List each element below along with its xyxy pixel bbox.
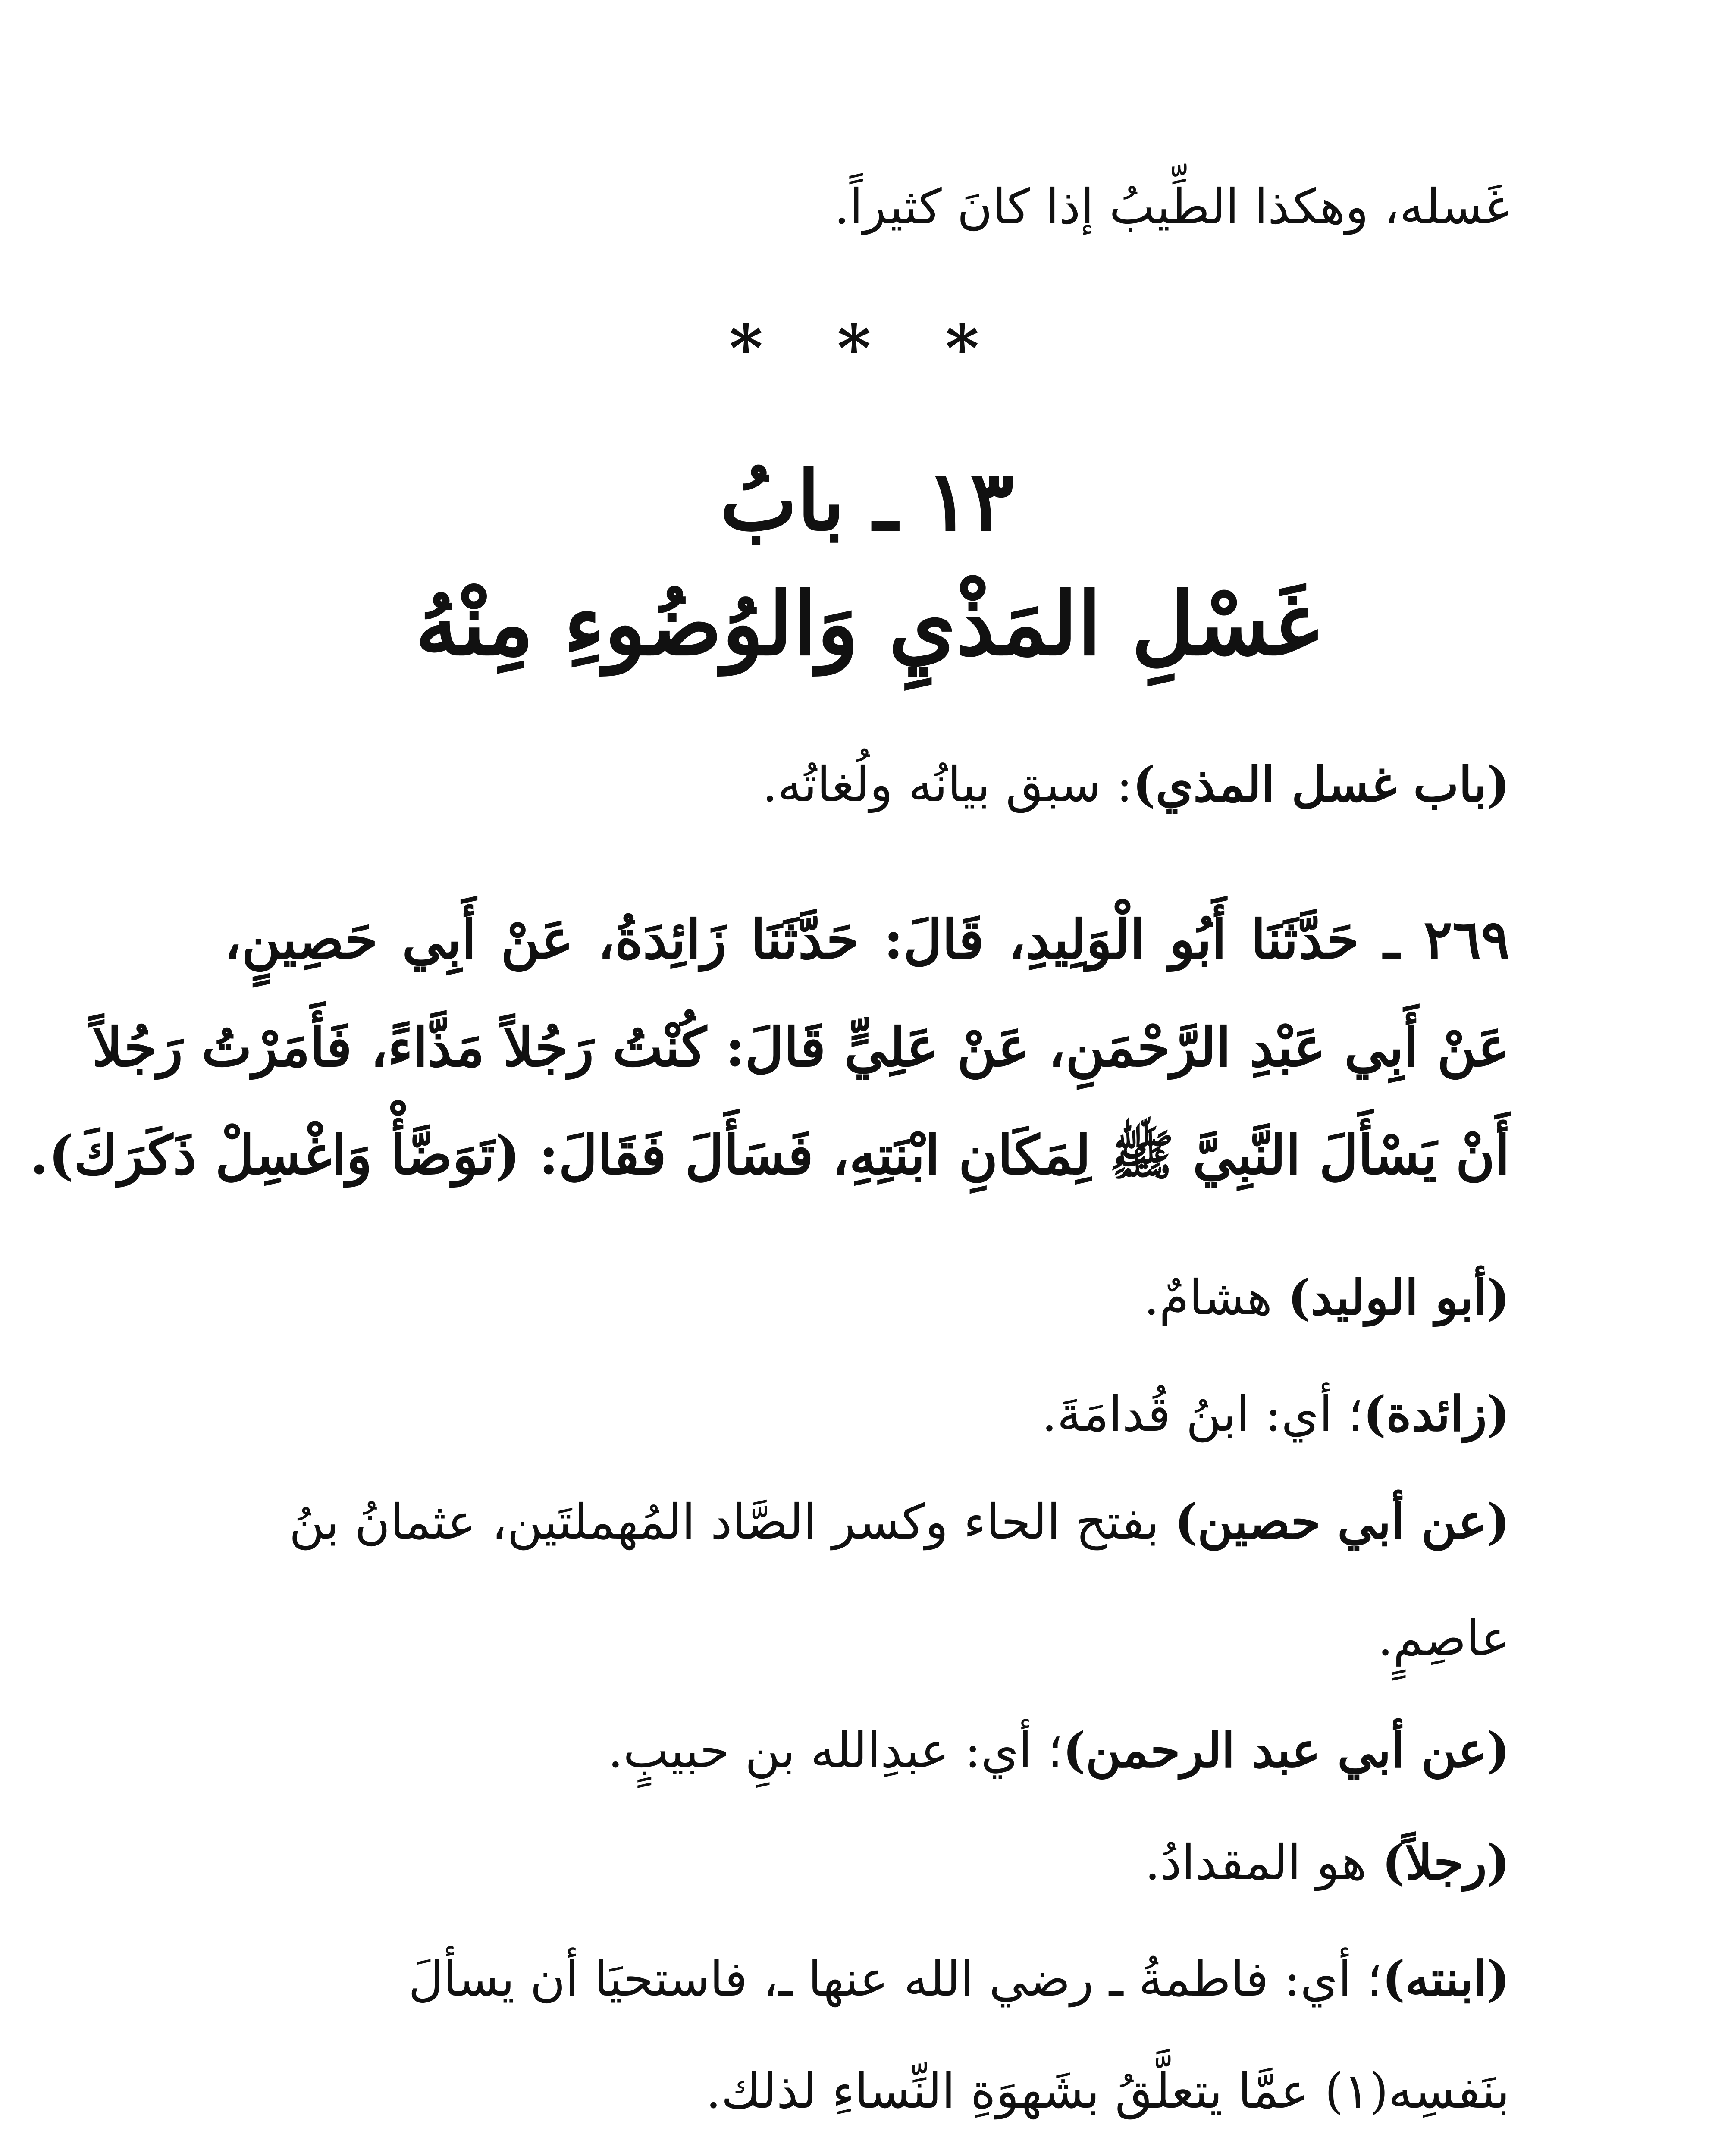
commentary-label: (رجلاً): [1382, 1834, 1510, 1891]
commentary-line: [224, 1604, 1510, 1673]
chapter-title: [224, 573, 1510, 675]
commentary-line: [224, 1263, 1510, 1332]
chapter-number-text: ١٣ ـ بابُ: [720, 453, 1014, 549]
chapter-number: [224, 453, 1510, 549]
commentary-label: (أبو الوليد): [1288, 1269, 1510, 1326]
hadith-text-1: ٢٦٩ ـ حَدَّثَنَا أَبُو الْوَلِيدِ، قَالَ: حَدَّثَنَا زَائِدَةُ، عَنْ أَبِي حَصِينٍ،: [224, 909, 1510, 971]
continuation-line: [224, 172, 1510, 241]
commentary-line: [224, 1380, 1510, 1449]
commentary-line: [224, 1945, 1510, 2014]
commentary-text: ؛ أي: ابنُ قُدامَةَ.: [1041, 1386, 1364, 1442]
intro-label: (باب غسل المذي): [1132, 756, 1510, 813]
hadith-line-2: [92, 1005, 1510, 1091]
hadith-line-3: [30, 1112, 1510, 1199]
commentary-text: عاصِمٍ.: [1377, 1611, 1510, 1667]
continuation-text: غَسله، وهكذا الطِّيبُ إذا كانَ كثيراً.: [834, 179, 1510, 235]
separator-asterisks: * * *: [729, 310, 1005, 386]
chapter-intro: [224, 750, 1510, 819]
commentary-text: ؛ أي: فاطمةُ ـ رضي الله عنها ـ، فاستحيَا أن يسألَ: [408, 1951, 1383, 2007]
commentary-line: [224, 1488, 1510, 1557]
commentary-text: هو المقدادُ.: [1145, 1835, 1382, 1891]
commentary-text: ؛ أي: عبدِالله بنِ حبيبٍ.: [608, 1723, 1063, 1779]
hadith-text-2: عَنْ أَبِي عَبْدِ الرَّحْمَنِ، عَنْ عَلِيٍّ قَالَ: كُنْتُ رَجُلاً مَذَّاءً، فَأَمَرْتُ رَجُلاً: [92, 1016, 1510, 1079]
hadith-line-1: [224, 897, 1510, 983]
commentary-line: [224, 1828, 1510, 1897]
commentary-text: هشامٌ.: [1144, 1270, 1288, 1326]
commentary-text: بنَفسِه(١) عمَّا يتعلَّقُ بشَهوَةِ النِّساءِ لذلك.: [706, 2063, 1510, 2119]
commentary-label: (زائدة): [1363, 1386, 1510, 1442]
commentary-label: (ابنته): [1382, 1951, 1510, 2007]
chapter-title-text: غَسْلِ المَذْيِ وَالوُضُوءِ مِنْهُ: [415, 573, 1319, 675]
commentary-line: [224, 1716, 1510, 1785]
hadith-text-3: أَنْ يَسْأَلَ النَّبِيَّ ﷺ لِمَكَانِ ابْنَتِهِ، فَسَأَلَ فَقَالَ: (تَوَضَّأْ وَاغْسِلْ ذَكَرَكَ).: [30, 1124, 1510, 1187]
commentary-line: [224, 2057, 1510, 2126]
commentary-text: بفتح الحاء وكسر الصَّاد المُهملتَين، عثمانُ بنُ: [289, 1494, 1175, 1550]
section-separator: [224, 310, 1510, 386]
intro-text: : سبق بيانُه ولُغاتُه.: [762, 757, 1133, 813]
commentary-label: (عن أبي عبد الرحمن): [1063, 1722, 1510, 1779]
commentary-label: (عن أبي حصين): [1174, 1494, 1510, 1550]
